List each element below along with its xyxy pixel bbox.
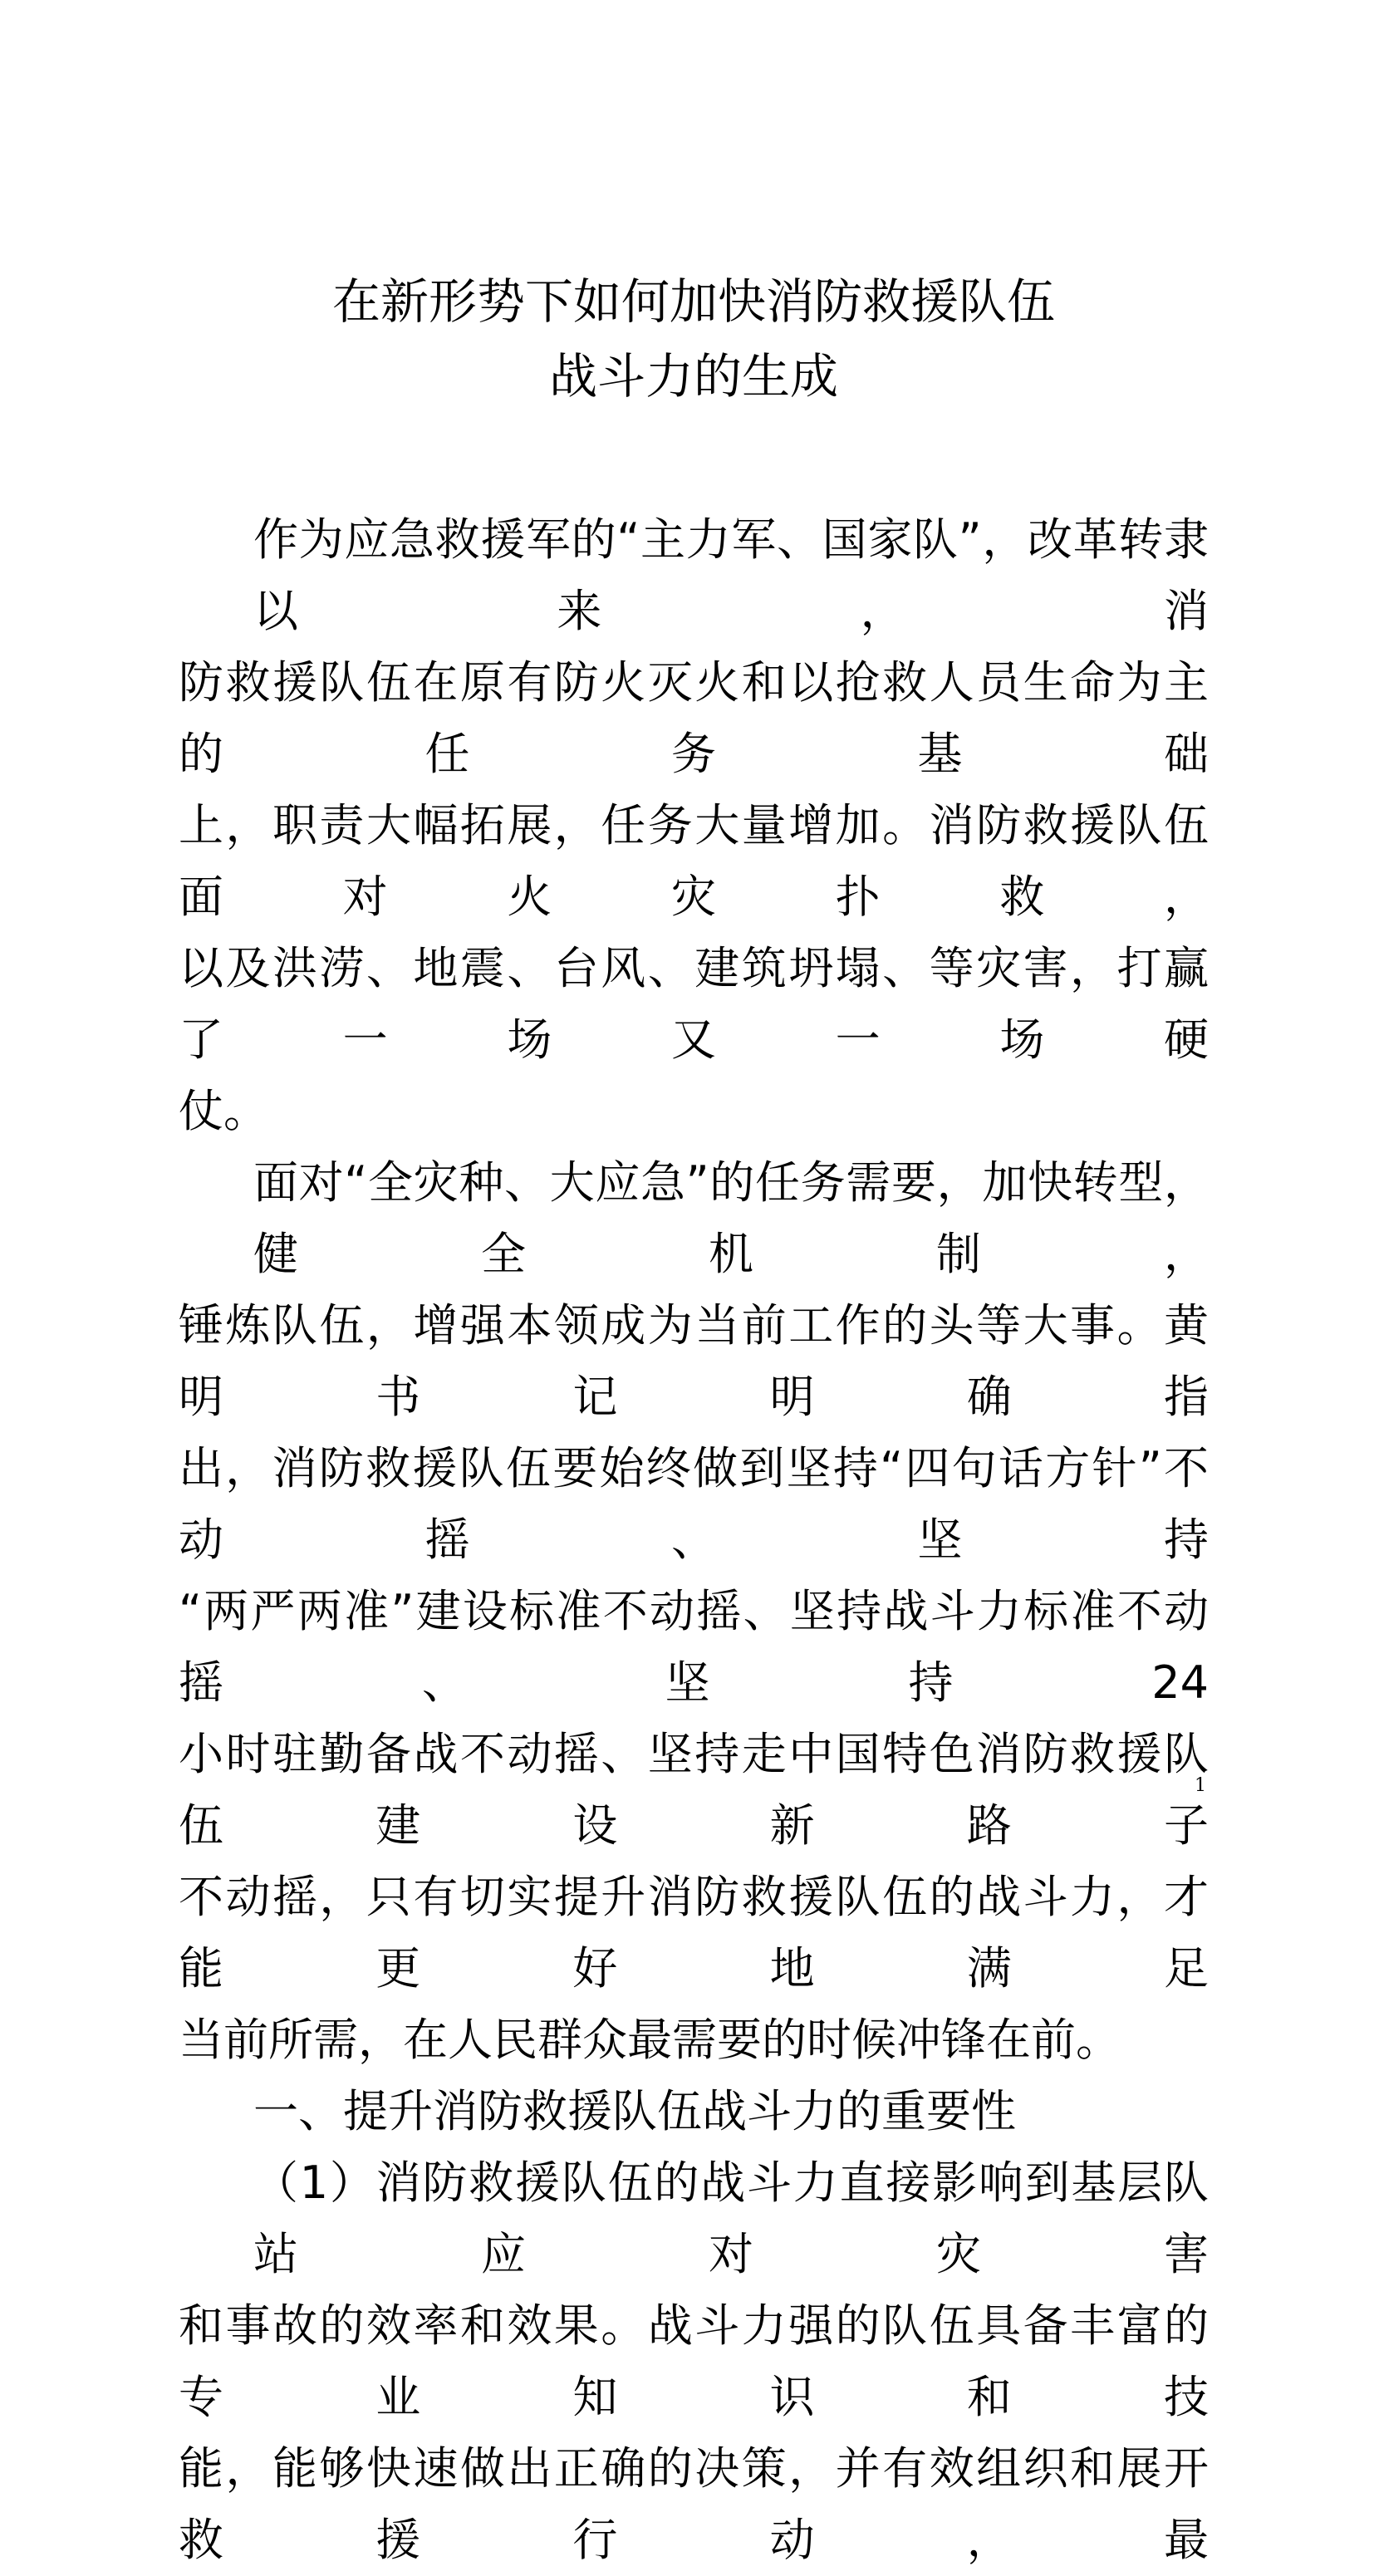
paragraph-2-line: 出，消防救援队伍要始终做到坚持“四句话方针”不动摇、坚持 xyxy=(179,1442,1209,1566)
paragraph-2-line: “两严两准”建设标准不动摇、坚持战斗力标准不动摇、坚持24 xyxy=(179,1585,1209,1709)
paragraph-1-line: 以及洪涝、地震、台风、建筑坍塌、等灾害，打赢了一场又一场硬 xyxy=(179,942,1209,1066)
document-body xyxy=(179,504,1209,2576)
page-number: 1 xyxy=(1195,1775,1206,1796)
document-title-line-2: 战斗力的生成 xyxy=(548,348,838,405)
paragraph-2-line: 当前所需，在人民群众最需要的时候冲锋在前。 xyxy=(179,2014,1121,2066)
paragraph-1-line: 上，职责大幅拓展，任务大量增加。消防救援队伍面对火灾扑救， xyxy=(179,799,1209,923)
paragraph-2-line: 面对“全灾种、大应急”的任务需要，加快转型，健全机制， xyxy=(253,1156,1209,1280)
paragraph-1-line: 防救援队伍在原有防火灭火和以抢救人员生命为主的任务基础 xyxy=(179,656,1209,780)
paragraph-3-line: 和事故的效率和效果。战斗力强的队伍具备丰富的专业知识和技 xyxy=(179,2299,1209,2423)
paragraph-2-line: 锤炼队伍，增强本领成为当前工作的头等大事。黄明书记明确指 xyxy=(179,1299,1209,1423)
section-heading: 一、提升消防救援队伍战斗力的重要性 xyxy=(253,2085,1016,2137)
paragraph-1-line: 作为应急救援军的“主力军、国家队”，改革转隶以来，消 xyxy=(253,513,1209,637)
paragraph-3-line: 能，能够快速做出正确的决策，并有效组织和展开救援行动，最 xyxy=(179,2442,1209,2566)
paragraph-2-line: 不动摇，只有切实提升消防救援队伍的战斗力，才能更好地满足 xyxy=(179,1871,1209,1995)
paragraph-2-line: 小时驻勤备战不动摇、坚持走中国特色消防救援队伍建设新路子 xyxy=(179,1728,1209,1852)
paragraph-1-line: 仗。 xyxy=(179,1085,268,1137)
paragraph-3-line: （1）消防救援队伍的战斗力直接影响到基层队站应对灾害 xyxy=(253,2156,1209,2280)
document-title-line-1: 在新形势下如何加快消防救援队伍 xyxy=(331,273,1055,330)
